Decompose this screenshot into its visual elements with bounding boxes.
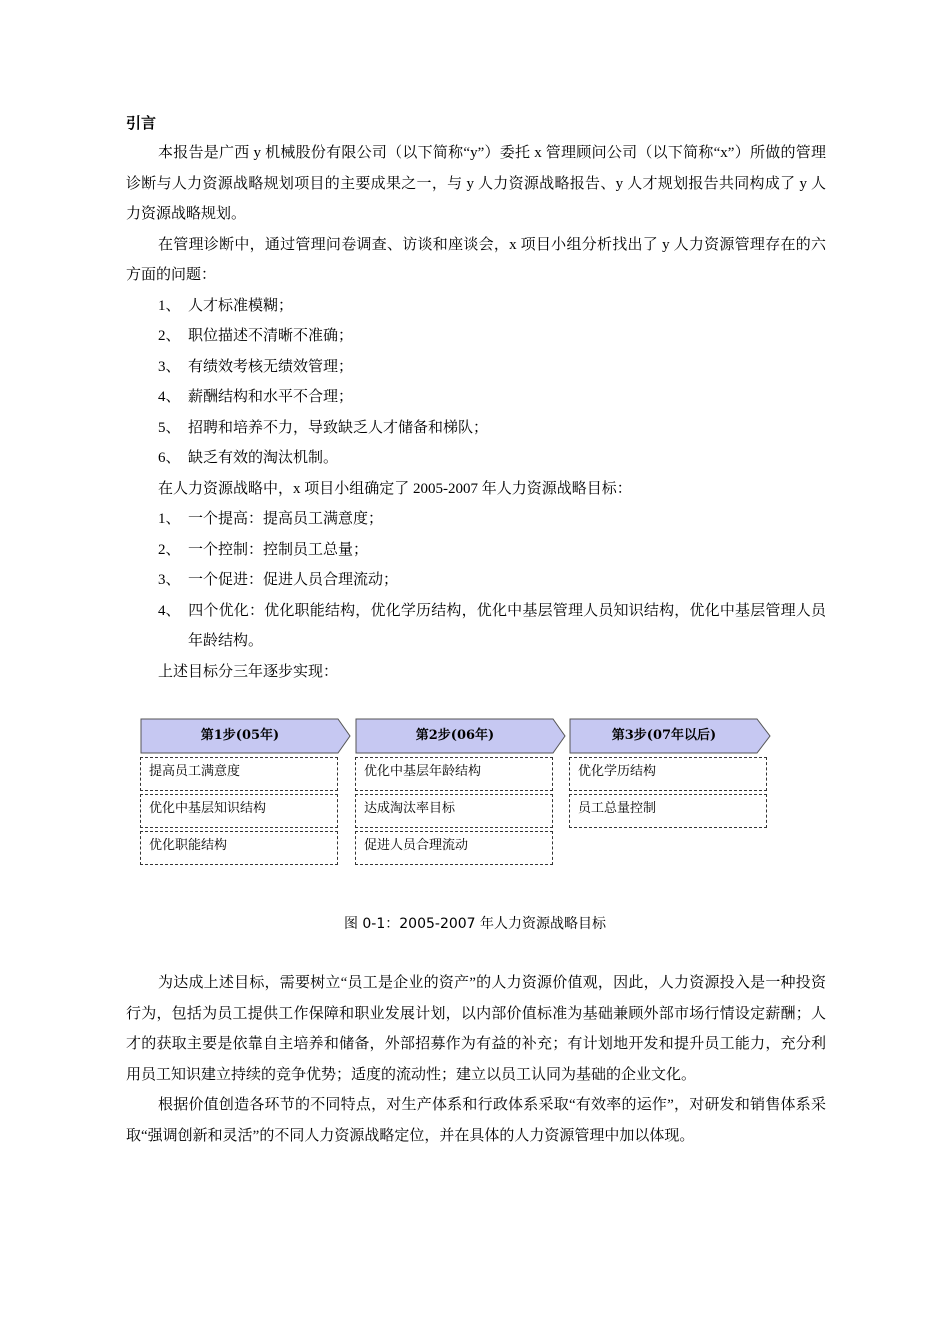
intro-paragraph-1: 本报告是广西 y 机械股份有限公司（以下简称“y”）委托 x 管理顾问公司（以下简称“x”）所做的管理诊断与人力资源战略规划项目的主要成果之一，与 y 人力资源战略报告、y 人才规划报告共同构成了 y 人力资源战略规划。 bbox=[126, 145, 826, 222]
intro-paragraph-2: 在管理诊断中，通过管理问卷调查、访谈和座谈会，x 项目小组分析找出了 y 人力资源管理存在的六方面的问题： bbox=[126, 236, 826, 283]
body-section bbox=[126, 968, 826, 1151]
step-2-arrow bbox=[355, 718, 567, 754]
section-heading: 引言 bbox=[126, 114, 157, 132]
list-item: 1、 人才标准模糊； bbox=[158, 297, 294, 314]
body-paragraph-1: 为达成上述目标，需要树立“员工是企业的资产”的人力资源价值观，因此，人力资源投入是一种投资行为，包括为员工提供工作保障和职业发展计划，以内部价值标准为基础兼顾外部市场行情设定薪酬；人才的获取主要是依靠自主培养和储备，外部招募作为有益的补充；有计划地开发和提升员工能力，充分利用员工知识建立持续的竞争优势；适度的流动性；建立以员工认同为基础的企业文化。 bbox=[126, 975, 826, 1083]
step-2-label: 第2步(06年) bbox=[415, 728, 495, 743]
list-item: 2、 职位描述不清晰不准确； bbox=[158, 328, 354, 344]
problem-list bbox=[126, 291, 826, 474]
step-2 bbox=[355, 718, 567, 865]
body-paragraph-2: 根据价值创造各环节的不同特点，对生产体系和行政体系采取“有效率的运作”，对研发和销售体系采取“强调创新和灵活”的不同人力资源战略定位，并在具体的人力资源管理中加以体现。 bbox=[126, 1097, 826, 1144]
step-1-label: 第1步(05年) bbox=[200, 728, 280, 743]
intro-paragraph-3: 在人力资源战略中，x 项目小组确定了 2005-2007 年人力资源战略目标： bbox=[158, 480, 632, 497]
step-1-item-2: 优化中基层知识结构 bbox=[140, 794, 338, 828]
strategy-steps-diagram bbox=[140, 718, 780, 868]
step-3-label: 第3步(07年以后) bbox=[611, 728, 717, 743]
step-1-item-1: 提高员工满意度 bbox=[140, 757, 338, 791]
step-3-item-1: 优化学历结构 bbox=[569, 757, 767, 791]
list-item: 5、 招聘和培养不力，导致缺乏人才储备和梯队； bbox=[158, 419, 489, 436]
list-item: 4、 薪酬结构和水平不合理； bbox=[158, 389, 354, 405]
step-2-item-1: 优化中基层年龄结构 bbox=[355, 757, 553, 791]
figure-caption: 图 0-1：2005-2007 年人力资源战略目标 bbox=[343, 916, 607, 932]
list-item: 6、 缺乏有效的淘汰机制。 bbox=[158, 450, 339, 466]
list-item: 3、 一个促进：促进人员合理流动； bbox=[158, 572, 399, 588]
intro-section bbox=[126, 108, 826, 687]
goal-list bbox=[126, 504, 826, 657]
list-item: 4、 四个优化：优化职能结构，优化学历结构，优化中基层管理人员知识结构，优化中基层管理人员年龄结构。 bbox=[158, 602, 826, 649]
step-3-arrow bbox=[569, 718, 781, 754]
intro-paragraph-4: 上述目标分三年逐步实现： bbox=[158, 663, 339, 680]
step-2-item-3: 促进人员合理流动 bbox=[355, 831, 553, 865]
step-1-arrow bbox=[140, 718, 352, 754]
list-item: 3、 有绩效考核无绩效管理； bbox=[158, 358, 354, 375]
step-1 bbox=[140, 718, 352, 865]
step-2-item-2: 达成淘汰率目标 bbox=[355, 794, 553, 828]
list-item: 1、 一个提高：提高员工满意度； bbox=[158, 511, 384, 527]
step-3 bbox=[569, 718, 781, 828]
step-3-item-2: 员工总量控制 bbox=[569, 794, 767, 828]
step-1-item-3: 优化职能结构 bbox=[140, 831, 338, 865]
list-item: 2、 一个控制：控制员工总量； bbox=[158, 541, 369, 558]
